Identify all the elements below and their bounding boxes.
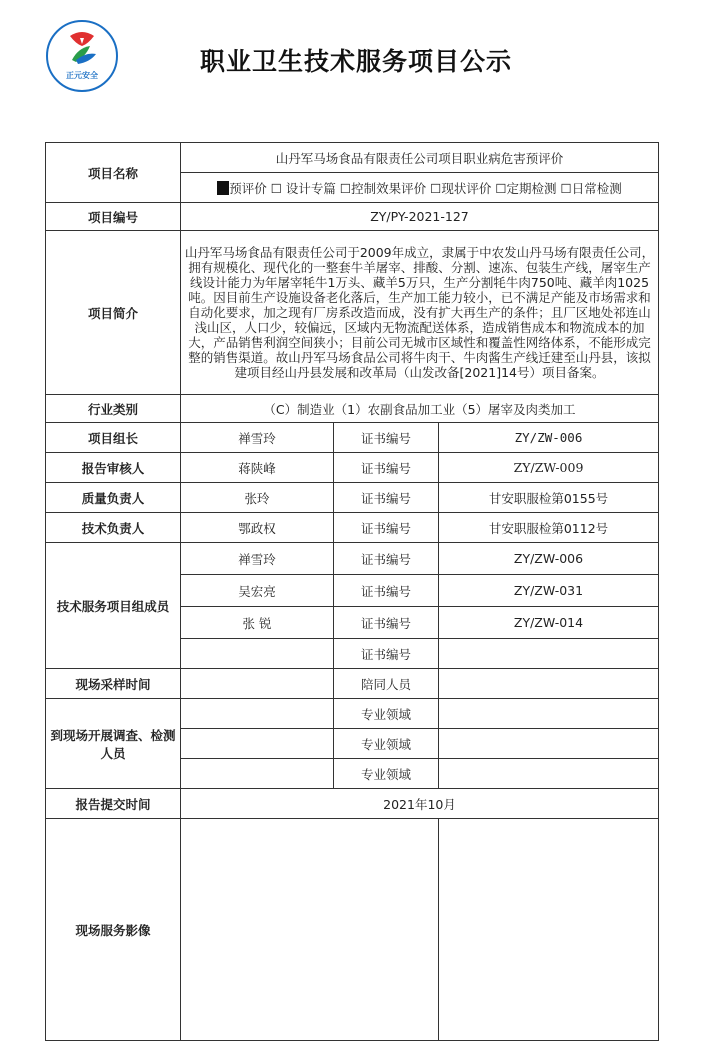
report-reviewer-label: 报告审核人 (46, 453, 181, 483)
site-images-label: 现场服务影像 (46, 819, 181, 1041)
project-summary-value: 山丹军马场食品有限责任公司于2009年成立，隶属于中农发山丹马场有限责任公司， 拥有规模化、现代化的一整套牛羊屠宰、排酸、分割、速冻、包装生产线，屠宰生产线设计能力为年屠宰牦牛1万头、藏羊5万只，生产分割牦牛肉750吨、藏羊肉1025吨。因目前生产设施设备老化落后，生产加工能力较小，已不满足产能及市场需求和自动化要求，加之现有厂房系改造而成，没有扩大再生产的条件；且厂区地处祁连山浅山区，人口少，较偏远，区域内无物流配送体系，造成销售成本和物流成本的加大，产品销售利润空间狭小；目前公司无城市区域性和覆盖性网络体系，不能形成完整的销售渠道。故山丹军马场食品公司将牛肉干、牛肉酱生产线迁建至山丹县，该拟建项目经山丹县发展和改革局（山发改备[2021]14号）项目备案。 (181, 231, 659, 395)
field-person-name (181, 699, 334, 729)
type-option-pre-evaluation[interactable]: 预评价 (217, 181, 267, 196)
cert-label: 证书编号 (334, 423, 439, 453)
table-row (46, 669, 659, 699)
site-image-slot-1 (181, 819, 439, 1041)
member-name: 张 锐 (181, 607, 334, 639)
page-title: 职业卫生技术服务项目公示 (200, 47, 513, 76)
table-row (46, 143, 659, 173)
industry-label: 行业类别 (46, 395, 181, 423)
table-row (46, 453, 659, 483)
project-info-table (45, 142, 659, 1041)
professional-field-value (439, 759, 659, 789)
member-name: 禅雪玲 (181, 543, 334, 575)
table-row (46, 395, 659, 423)
report-submit-value: 2021年10月 (181, 789, 659, 819)
checkbox-checked-icon (217, 181, 229, 195)
team-leader-label: 项目组长 (46, 423, 181, 453)
cert-label: 证书编号 (334, 575, 439, 607)
team-members-label: 技术服务项目组成员 (46, 543, 181, 669)
team-leader-cert: ZY/ZW-006 (439, 423, 659, 453)
cert-label: 证书编号 (334, 639, 439, 669)
site-image-slot-2 (439, 819, 659, 1041)
accompanying-value (439, 669, 659, 699)
member-cert: ZY/ZW-006 (439, 543, 659, 575)
report-reviewer-cert: ZY/ZW-009 (439, 453, 659, 483)
professional-field-value (439, 729, 659, 759)
cert-label: 证书编号 (334, 453, 439, 483)
member-name: 吴宏亮 (181, 575, 334, 607)
company-logo (46, 20, 118, 92)
logo-text: 正元安全 (66, 71, 98, 80)
technical-manager-label: 技术负责人 (46, 513, 181, 543)
project-type-options (181, 173, 659, 203)
table-row (46, 231, 659, 395)
professional-field-label: 专业领域 (334, 759, 439, 789)
field-person-name (181, 759, 334, 789)
cert-label: 证书编号 (334, 543, 439, 575)
professional-field-label: 专业领域 (334, 699, 439, 729)
type-option-periodic[interactable]: ☐定期检测 (495, 180, 557, 196)
table-row (46, 699, 659, 729)
project-name-value: 山丹军马场食品有限责任公司项目职业病危害预评价 (181, 143, 659, 173)
member-cert-empty (439, 639, 659, 669)
sampling-time-label: 现场采样时间 (46, 669, 181, 699)
table-row (46, 423, 659, 453)
project-number-label: 项目编号 (46, 203, 181, 231)
field-person-name (181, 729, 334, 759)
report-submit-label: 报告提交时间 (46, 789, 181, 819)
project-number-value: ZY/PY-2021-127 (181, 203, 659, 231)
project-name-label: 项目名称 (46, 143, 181, 203)
cert-label: 证书编号 (334, 483, 439, 513)
team-leader-name: 禅雪玲 (181, 423, 334, 453)
field-personnel-label: 到现场开展调查、检测人员 (46, 699, 181, 789)
type-option-status[interactable]: ☐现状评价 (430, 180, 492, 196)
quality-manager-cert: 甘安职服检第0155号 (439, 483, 659, 513)
table-row (46, 819, 659, 1041)
table-row (46, 543, 659, 575)
technical-manager-cert: 甘安职服检第0112号 (439, 513, 659, 543)
table-row (46, 789, 659, 819)
technical-manager-name: 鄂政权 (181, 513, 334, 543)
cert-label: 证书编号 (334, 513, 439, 543)
cert-label: 证书编号 (334, 607, 439, 639)
type-option-control-effect[interactable]: ☐控制效果评价 (339, 180, 427, 196)
project-summary-label: 项目简介 (46, 231, 181, 395)
professional-field-label: 专业领域 (334, 729, 439, 759)
table-row (46, 203, 659, 231)
table-row (46, 483, 659, 513)
member-name-empty (181, 639, 334, 669)
sampling-time-value (181, 669, 334, 699)
type-option-daily[interactable]: ☐日常检测 (560, 180, 622, 196)
table-row (46, 513, 659, 543)
report-reviewer-name: 蒋陕峰 (181, 453, 334, 483)
quality-manager-name: 张玲 (181, 483, 334, 513)
member-cert: ZY/ZW-014 (439, 607, 659, 639)
accompanying-label: 陪同人员 (334, 669, 439, 699)
professional-field-value (439, 699, 659, 729)
industry-value: （C）制造业（1）农副食品加工业（5）屠宰及肉类加工 (181, 395, 659, 423)
member-cert: ZY/ZW-031 (439, 575, 659, 607)
quality-manager-label: 质量负责人 (46, 483, 181, 513)
type-option-design[interactable]: ☐ 设计专篇 (270, 180, 336, 196)
logo-emblem (46, 20, 118, 92)
